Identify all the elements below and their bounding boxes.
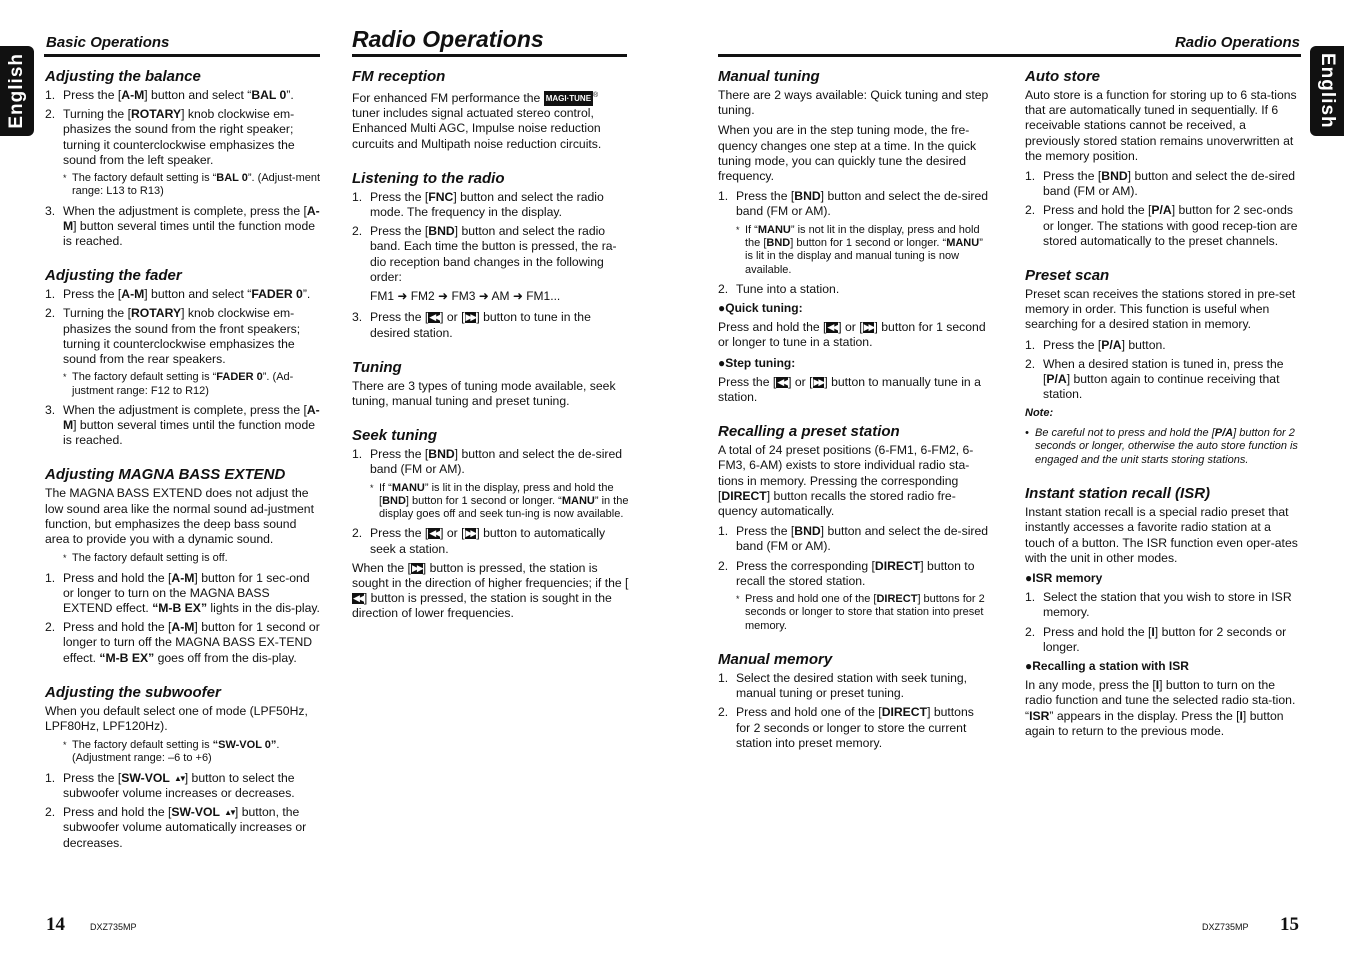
language-tab-right: English [1310,46,1344,136]
section-preset-scan [1025,267,1301,467]
section-seek-tuning [352,427,629,622]
model-left: DXZ735MP [90,922,137,932]
prev-icon: ◀◀ [777,376,788,387]
step: 1. Select the station that you wish to store in ISR memory. [1025,590,1292,620]
paragraph: For enhanced FM performance the MAGI·TUNE ® tuner includes signal actuated stereo control, Enhanced Multi AGC, Impulse noise reduction curcuits and Multipath noise reduction circuits. [352,91,602,151]
step: 2. Turning the [ROTARY] knob clockwise em-phasizes the sound from the right speaker; turning it counterclockwise emphasizes the sound from the left speaker. [45,107,295,167]
section-title: Auto store [1025,68,1100,85]
paragraph: Press the [◀◀] or [▶▶] button to manually tune in a station. [718,374,981,405]
step: 2. Press and hold one of the [DIRECT] buttons for 2 seconds or longer to store the current station into preset memory. [718,705,974,750]
left-header-rule [44,54,320,57]
section-title: Adjusting MAGNA BASS EXTEND [45,466,286,484]
step: 1. Select the desired station with seek tuning, manual tuning or preset tuning. [718,670,968,701]
footnote: * If “MANU” is not lit in the display, press and hold the [BND] button for 1 second or longer. “MANU” is lit in the display and manual tuning is now available. [736,223,983,276]
paragraph: There are 2 ways available: Quick tuning and step tuning. [718,88,989,118]
paragraph: The MAGNA BASS EXTEND does not adjust the low sound area like the normal sound ad-justment function, but emphasizes the deep bass sound area to provide you with a dynamic sound. [45,486,314,547]
section-fader [45,267,321,448]
footnote: * The factory default setting is “SW-VOL 0”. (Adjustment range: –6 to +6) [63,739,280,765]
section-isr [1025,485,1301,739]
right-running-header: Radio Operations [1174,34,1300,51]
step: 2. Press and hold the [P/A] button for 2 sec-onds or longer. The stations with good recep-tion are stored automatically to the preset channels. [1025,203,1298,248]
bullet-heading: ●ISR memory [1025,570,1103,585]
language-tab-left: English [0,46,34,136]
bullet-heading: ●Recalling a station with ISR [1025,658,1189,673]
page-title: Radio Operations [352,26,544,52]
section-listening [352,170,629,341]
step: 2. Press the [◀◀] or [▶▶] button to automatically seek a station. [352,526,606,556]
section-subwoofer [45,684,321,851]
step: 1. Press and hold the [A-M] button for 1 sec-ond or longer to turn on the MAGNA BASS EXTEND effect. “M-B EX” lights in the dis-play. [45,570,320,615]
paragraph: When you are in the step tuning mode, the fre-quency changes one step at a time. In the quick tuning mode, you can quickly tune the desired frequency. [718,123,977,184]
footnote: * Press and hold one of the [DIRECT] buttons for 2 seconds or longer to store that station into preset memory. [736,593,985,632]
footnote: * If “MANU” is lit in the display, press and hold the [BND] button for 1 second or longer. “MANU” in the display goes off and seek tun-ing is now available. [370,481,629,521]
section-recall-preset [718,423,990,633]
prev-icon: ◀◀ [429,528,440,539]
section-manual-memory [718,651,990,751]
paragraph: When you default select one of mode (LPF50Hz, LPF80Hz, LPF120Hz). [45,703,308,733]
step: 3. When the adjustment is complete, press the [A-M] button several times until the function mode is reached. [45,203,320,249]
step: 3. Press the [◀◀] or [▶▶] button to tune in the desired station. [352,310,591,340]
step: 3. When the adjustment is complete, press the [A-M] button several times until the function mode is reached. [45,402,320,448]
section-balance [45,68,321,249]
column-3 [718,68,990,769]
section-title: Adjusting the balance [45,68,201,85]
paragraph: Instant station recall is a special radio preset that instantly accesses a favorite radio station at a touch of a button. The ISR function even oper-ates with the unit in other modes. [1025,505,1298,565]
step: 2. Tune into a station. [718,281,840,296]
prev-icon: ◀◀ [827,322,838,333]
section-title: Manual tuning [718,68,820,85]
footnote: * The factory default setting is “FADER 0”. (Ad-justment range: F12 to R12) [63,371,294,397]
step: 2. When a desired station is tuned in, press the [P/A] button again to continue receiving that station. [1025,356,1284,402]
step: 1. Press the [A-M] button and select “FADER 0”. [45,287,311,302]
step: 2. Press and hold the [I] button for 2 seconds or longer. [1025,624,1287,654]
paragraph: Auto store is a function for storing up to 6 sta-tions that are automatically tuned in sequentially. If 6 receivable stations cannot be received, a previously stored station remains unoverwritten at the memory position. [1025,88,1297,163]
magi-tune-logo: MAGI·TUNE [544,91,593,106]
step: 2. Turning the [ROTARY] knob clockwise em-phasizes the sound from the front speakers; turning it counterclockwise emphasizes the sound from the rear speakers. [45,306,301,367]
section-fm-reception [352,68,629,152]
step: 1. Press the [P/A] button. [1025,337,1166,352]
step: 2. Press and hold the [A-M] button for 1 second or longer to turn off the MAGNA BASS EX-TEND effect. “M-B EX” goes off from the dis-play. [45,620,320,665]
section-manual-tuning [718,68,990,405]
column-2 [352,68,629,640]
next-icon: ▶▶ [813,376,824,387]
bullet-heading: ●Step tuning: [718,355,796,370]
paragraph: Press and hold the [◀◀] or [▶▶] button for 1 second or longer to tune in a station. [718,320,986,350]
step: 1. Press the [BND] button and select the de-sired band (FM or AM). [1025,169,1296,199]
next-icon: ▶▶ [465,528,476,539]
section-title: Adjusting the subwoofer [45,683,221,701]
section-title: Instant station recall (ISR) [1025,485,1211,503]
right-header-rule [718,54,1301,57]
prev-icon: ◀◀ [429,312,440,323]
band-sequence: FM1 ➜ FM2 ➜ FM3 ➜ AM ➜ FM1... [370,289,561,304]
section-title: Recalling a preset station [718,423,900,441]
next-icon: ▶▶ [863,322,874,333]
step: 2. Press and hold the [SW-VOL ▲▼] button, the subwoofer volume automatically increases or decreases. [45,805,307,850]
title-rule [352,54,627,57]
section-title: Preset scan [1025,267,1110,285]
paragraph: In any mode, press the [I] button to turn on the radio function and tune the selected radio sta-tion. “ISR” appears in the display. Press the [I] button again to return to the previous mode. [1025,678,1296,738]
section-title: FM reception [352,68,446,85]
bullet-heading: ●Quick tuning: [718,301,803,316]
next-icon: ▶▶ [411,562,422,573]
note-body: • Be careful not to press and hold the [P/A] button for 2 seconds or longer, otherwise the auto store function is engaged and the unit starts storing stations. [1025,426,1298,466]
step: 2. Press the [BND] button and select the radio band. Each time the button is pressed, the ra-dio reception band changes in the following order: [352,224,617,284]
up-down-icon: ▲▼ [173,773,184,783]
section-tuning [352,359,629,409]
section-magna-bass [45,466,321,665]
note-heading: Note: [1025,407,1054,420]
column-1 [45,68,321,869]
step: 1. Press the [FNC] button and select the radio mode. The frequency in the display. [352,189,604,220]
step: 1. Press the [A-M] button and select “BAL 0”. [45,88,294,102]
paragraph: Preset scan receives the stations stored in pre-set memory in order. This function is useful when searching for a desired station in memory. [1025,287,1296,332]
paragraph: There are 3 types of tuning mode available, seek tuning, manual tuning and preset tuning. [352,378,616,408]
left-running-header: Basic Operations [46,34,170,51]
section-title: Tuning [352,358,402,376]
step: 2. Press the corresponding [DIRECT] button to recall the stored station. [718,558,975,588]
footnote: * The factory default setting is “BAL 0”. (Adjust-ment range: L13 to R13) [63,172,321,198]
paragraph: When the [▶▶] button is pressed, the station is sought in the direction of higher frequencies; if the [◀◀] button is pressed, the station is sought in the direction of lower frequencies. [352,560,629,621]
section-title: Listening to the radio [352,169,505,187]
prev-icon: ◀◀ [353,593,363,604]
step: 1. Press the [BND] button and select the de-sired band (FM or AM). [718,189,989,219]
section-title: Seek tuning [352,427,438,445]
section-title: Adjusting the fader [45,267,182,285]
footnote: * The factory default setting is off. [63,552,228,565]
next-icon: ▶▶ [465,312,476,323]
up-down-icon: ▲▼ [224,808,234,818]
paragraph: A total of 24 preset positions (6-FM1, 6-FM2, 6-FM3, 6-AM) exists to store individual radio sta-tions in memory. Pressing the corresponding [DIRECT] button recalls the stored radio fre-quency automatically. [718,443,974,519]
step: 1. Press the [BND] button and select the de-sired band (FM or AM). [352,447,623,477]
section-title: Manual memory [718,650,833,668]
section-auto-store [1025,68,1301,249]
page-number-left: 14 [46,914,65,935]
page-number-right: 15 [1280,914,1299,935]
column-4 [1025,68,1301,757]
model-right: DXZ735MP [1202,922,1249,932]
step: 1. Press the [SW-VOL ▲▼] button to select the subwoofer volume increases or decreases. [45,770,295,800]
step: 1. Press the [BND] button and select the de-sired band (FM or AM). [718,524,989,554]
